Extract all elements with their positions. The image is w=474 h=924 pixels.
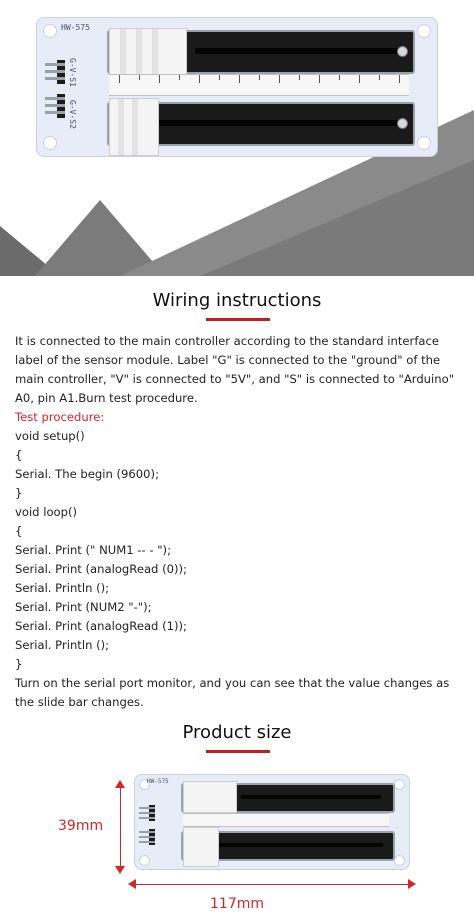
code-line: Serial. The begin (9600); [15, 467, 159, 481]
pin-label-2: G-V-S2 [68, 100, 77, 129]
slider-2-knob [109, 98, 159, 156]
code-line: Serial. Print (NUM2 "-"); [15, 600, 152, 614]
arrow-up-icon [115, 780, 125, 788]
code-line: void setup() [15, 429, 85, 443]
code-line: Serial. Print (analogRead (0)); [15, 562, 187, 576]
mounting-hole [394, 855, 405, 866]
mounting-hole [417, 136, 431, 150]
mounting-hole [43, 136, 57, 150]
closing-paragraph: Turn on the serial port monitor, and you can see that the value changes as the slide bar changes. [15, 676, 450, 709]
mounting-hole [139, 855, 150, 866]
mounting-hole [417, 24, 431, 38]
test-procedure-label: Test procedure: [15, 410, 105, 424]
arrow-right-icon [408, 879, 416, 889]
code-line: Serial. Println (); [15, 638, 110, 652]
code-line: void loop() [15, 505, 78, 519]
product-photo [0, 0, 474, 276]
wiring-paragraph: It is connected to the main controller according to the standard interface label of the sensor module. Label "G" is connected to the "ground" of the main controller, "V" is connected to "5V", and "S" is connected to "Arduino" A0, pin A1.Burn test procedure. [15, 334, 455, 405]
heading-underline [206, 750, 270, 753]
module-label: HW-575 [61, 23, 90, 32]
mounting-hole [394, 779, 405, 790]
slider-1-knob [109, 28, 187, 76]
code-line: { [15, 524, 23, 538]
scale-ruler [109, 74, 409, 96]
arrow-left-icon [128, 879, 136, 889]
slide-potentiometer-module [36, 17, 438, 157]
width-dimension-line [132, 884, 410, 885]
code-line: Serial. Print (" NUM1 -- - "); [15, 543, 171, 557]
heading-underline [206, 318, 270, 321]
wiring-heading: Wiring instructions [152, 290, 322, 311]
screw [397, 118, 408, 129]
code-line: } [15, 657, 23, 671]
arrow-down-icon [115, 866, 125, 874]
code-line: Serial. Println (); [15, 581, 110, 595]
pin-label-1: G-V-S1 [68, 58, 77, 87]
mounting-hole [43, 24, 57, 38]
code-line: Serial. Print (analogRead (1)); [15, 619, 187, 633]
product-size-heading: Product size [182, 722, 292, 743]
width-label: 117mm [210, 896, 264, 912]
module-label: HW-575 [147, 778, 169, 785]
dimension-photo [134, 774, 410, 870]
code-line: } [15, 486, 23, 500]
screw [397, 46, 408, 57]
height-label: 39mm [58, 818, 104, 834]
code-line: { [15, 448, 23, 462]
height-dimension-line [120, 784, 121, 870]
